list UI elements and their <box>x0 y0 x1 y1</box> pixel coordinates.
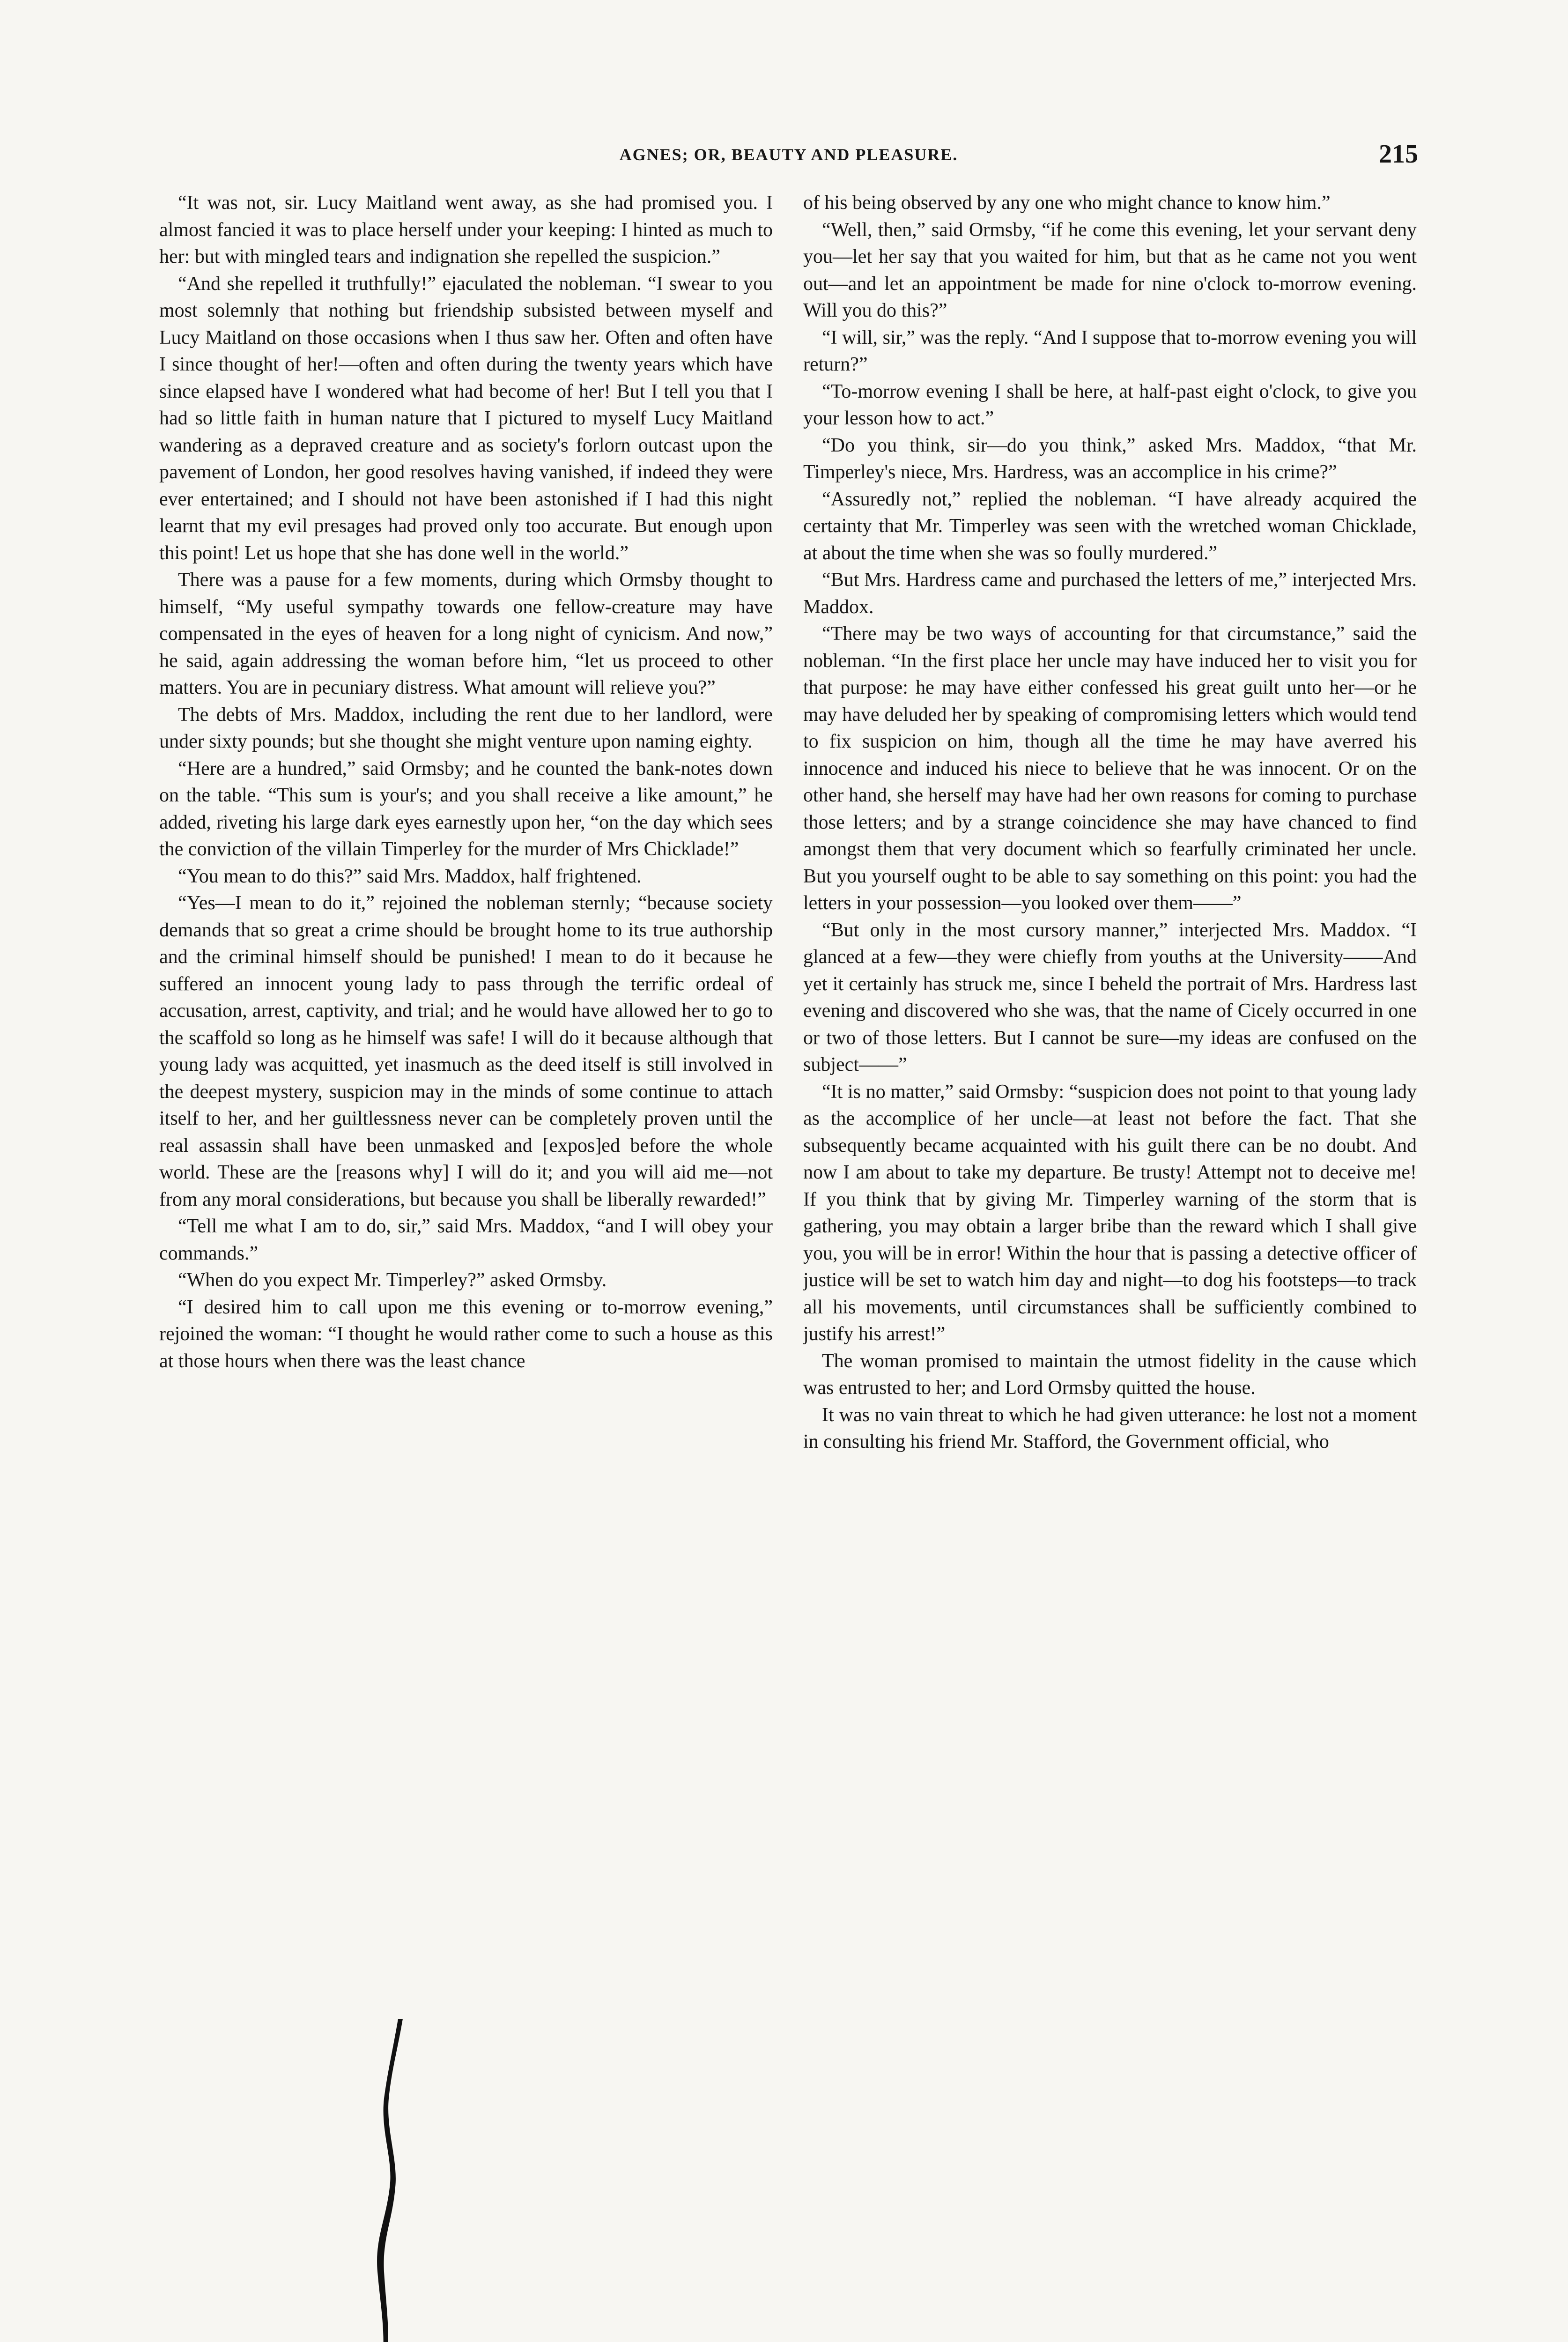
paragraph: “But only in the most cursory manner,” interjected Mrs. Maddox. “I glanced at a few—they were chiefly from youths at the University——And yet it certainly has struck me, since I beheld the portrait of Mrs. Hardress last evening and discovered who she was, that the name of Cicely occurred in one or two of those letters. But I cannot be sure—my ideas are confused on the subject——” <box>803 919 1417 1075</box>
paragraph: “You mean to do this?” said Mrs. Maddox, half frightened. <box>178 865 642 887</box>
paragraph: “I desired him to call upon me this evening or to-morrow evening,” rejoined the woman: “I thought he would rather come to such a house as this at those hours when there was the least chance <box>159 1296 773 1372</box>
paragraph-continued: of his being observed by any one who might chance to know him.” <box>803 192 1331 214</box>
tear-shape-icon <box>365 2019 422 2342</box>
paragraph: “But Mrs. Hardress came and purchased the letters of me,” interjected Mrs. Maddox. <box>803 569 1417 618</box>
right-column <box>803 190 1417 2342</box>
paragraph: “Yes—I mean to do it,” rejoined the nobleman sternly; “because society demands that so great a crime should be brought home to its true authorship and the criminal himself should be punished! I mean to do it because he suffered an innocent young lady to pass through the terrific ordeal of accusation, arrest, captivity, and trial; and he would have allowed her to go to the scaffold so long as he himself was safe! I will do it because although that young lady was acquitted, yet inasmuch as the deed itself is still involved in the deepest mystery, suspicion may in the minds of some continue to attach itself to her, and her guiltlessness never can be completely proven until the real assassin shall have been unmasked and [expos]ed before the whole world. These are the [reasons why] I will do it; and you will aid me—not from any moral considerations, but because you shall be liberally rewarded!” <box>159 892 773 1210</box>
paragraph: “And she repelled it truthfully!” ejaculated the nobleman. “I swear to you most solemnly that nothing but friendship subsisted between myself and Lucy Maitland on those occasions when I thus saw her. Often and often have I since thought of her!—often and often during the twenty years which have since elapsed have I wondered what had become of her! But I tell you that I had so little faith in human nature that I pictured to myself Lucy Maitland wandering as a depraved creature and as society's forlorn outcast upon the pavement of London, her good resolves having vanished, if indeed they were ever entertained; and I should not have been astonished if I had this night learnt that my evil presages had proved only too accurate. But enough upon this point! Let us hope that she has done well in the world.” <box>159 273 773 564</box>
paragraph: “Here are a hundred,” said Ormsby; and he counted the bank-notes down on the table. “This sum is your's; and you shall receive a like amount,” he added, riveting his large dark eyes earnestly upon her, “on the day which sees the conviction of the villain Timperley for the murder of Mrs Chicklade!” <box>159 757 773 860</box>
paragraph: “Assuredly not,” replied the nobleman. “I have already acquired the certainty that Mr. Timperley was seen with the wretched woman Chicklade, at about the time when she was so foully murdered.” <box>803 488 1417 564</box>
paragraph: The debts of Mrs. Maddox, including the rent due to her landlord, were under sixty pounds; but she thought she might venture upon naming eighty. <box>159 704 773 752</box>
paragraph: “To-morrow evening I shall be here, at half-past eight o'clock, to give you your lesson how to act.” <box>803 380 1417 429</box>
page-tear-mark <box>365 2019 422 2342</box>
running-title: AGNES; OR, BEAUTY AND PLEASURE. <box>619 145 958 164</box>
running-head <box>159 141 1418 178</box>
paragraph: “It is no matter,” said Ormsby: “suspicion does not point to that young lady as the accomplice of her uncle—at least not before the fact. That she subsequently became acquainted with his guilt there can be no doubt. And now I am about to take my departure. Be trusty! Attempt not to deceive me! If you think that by giving Mr. Timperley warning of the storm that is gathering, you may obtain a larger bribe than the reward which I shall give you, you will be in error! Within the hour that is passing a detective officer of justice will be set to watch him day and night—to dog his footsteps—to track all his movements, until circumstances shall be sufficiently combined to justify his arrest!” <box>803 1081 1417 1345</box>
paragraph: “Do you think, sir—do you think,” asked Mrs. Maddox, “that Mr. Timperley's niece, Mrs. Hardress, was an accomplice in his crime?” <box>803 434 1417 483</box>
paragraph: “Tell me what I am to do, sir,” said Mrs. Maddox, “and I will obey your commands.” <box>159 1215 773 1264</box>
paragraph: It was no vain threat to which he had given utterance: he lost not a moment in consulting his friend Mr. Stafford, the Government official, who <box>803 1404 1417 1453</box>
paragraph: There was a pause for a few moments, during which Ormsby thought to himself, “My useful sympathy towards one fellow-creature may have compensated in the eyes of heaven for a long night of cynicism. And now,” he said, again addressing the woman before him, “let us proceed to other matters. You are in pecuniary distress. What amount will relieve you?” <box>159 569 773 698</box>
paragraph: The woman promised to maintain the utmost fidelity in the cause which was entrusted to her; and Lord Ormsby quitted the house. <box>803 1350 1417 1399</box>
paragraph: “Well, then,” said Ormsby, “if he come this evening, let your servant deny you—let her say that you waited for him, but that as he came not you went out—and let an appointment be made for nine o'clock to-morrow evening. Will you do this?” <box>803 219 1417 321</box>
paragraph: “There may be two ways of accounting for that circumstance,” said the nobleman. “In the first place her uncle may have induced her to visit you for that purpose: he may have either confessed his great guilt unto her—or he may have deluded her by speaking of compromising letters which would tend to fix suspicion on him, though all the time he may have averred his innocence and induced his niece to believe that he was innocent. Or on the other hand, she herself may have had her own reasons for coming to purchase those letters; and by a strange coincidence she may have chanced to find amongst them that very document which so fearfully criminated her uncle. But you yourself ought to be able to say something on this point: you had the letters in your possession—you looked over them——” <box>803 623 1417 914</box>
paragraph: “I will, sir,” was the reply. “And I suppose that to-morrow evening you will return?” <box>803 326 1417 375</box>
paragraph: “When do you expect Mr. Timperley?” asked Ormsby. <box>178 1269 607 1291</box>
left-column <box>159 190 773 2342</box>
text-columns <box>159 190 1417 2342</box>
page-number: 215 <box>1379 140 1418 169</box>
paragraph: “It was not, sir. Lucy Maitland went away, as she had promised you. I almost fancied it was to place herself under your keeping: I hinted as much to her: but with mingled tears and indignation she repelled the suspicion.” <box>159 192 773 267</box>
